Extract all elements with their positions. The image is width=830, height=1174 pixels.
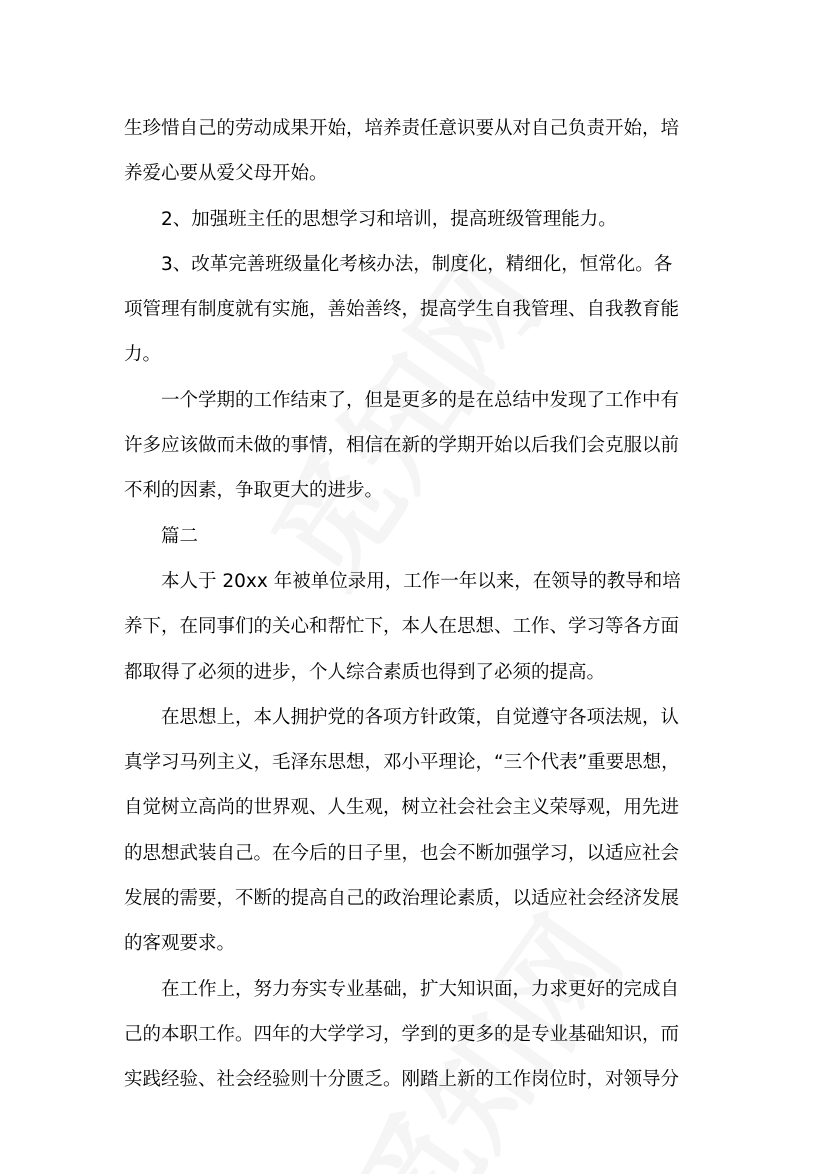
section-heading	[124, 514, 714, 559]
text-line: 2、加强班主任的思想学习和培训，提高班级管理能力。	[161, 208, 617, 230]
paragraph-continuation	[124, 106, 714, 197]
paragraph-item-3	[124, 242, 714, 378]
text-line: 自觉树立高尚的世界观、人生观，树立社会社会主义荣辱观，用先进	[124, 797, 680, 819]
text-line: 不利的因素，争取更大的进步。	[124, 480, 384, 502]
text-line: 的思想武装自己。在今后的日子里，也会不断加强学习，以适应社会	[124, 842, 680, 864]
paragraph-item-2	[124, 197, 714, 242]
text-line: 实践经验、社会经验则十分匮乏。刚踏上新的工作岗位时，对领导分	[124, 1069, 680, 1091]
text-line: 养下，在同事们的关心和帮忙下，本人在思想、工作、学习等各方面	[124, 616, 680, 638]
text-line: 项管理有制度就有实施，善始善终，提高学生自我管理、自我教育能	[124, 299, 680, 321]
document-body	[124, 106, 714, 1103]
text-line: 3、改革完善班级量化考核办法，制度化，精细化，恒常化。各	[161, 253, 673, 275]
text-line: 养爱心要从爱父母开始。	[124, 163, 328, 185]
text-line: 在工作上，努力夯实专业基础，扩大知识面，力求更好的完成自	[161, 978, 680, 1000]
text-line: 一个学期的工作结束了，但是更多的是在总结中发现了工作中有	[161, 389, 680, 411]
paragraph-intro	[124, 559, 714, 695]
text-line: 生珍惜自己的劳动成果开始，培养责任意识要从对自己负责开始，培	[124, 118, 680, 139]
paragraph-summary	[124, 378, 714, 514]
text-line: 本人于 20xx 年被单位录用，工作一年以来，在领导的教导和培	[161, 570, 681, 592]
text-line: 的客观要求。	[124, 933, 236, 955]
text-line: 真学习马列主义，毛泽东思想，邓小平理论，“三个代表”重要思想，	[124, 752, 680, 774]
text-line: 许多应该做而未做的事情，相信在新的学期开始以后我们会克服以前	[124, 435, 680, 457]
paragraph-work	[124, 967, 714, 1103]
text-line: 发展的需要，不断的提高自己的政治理论素质，以适应社会经济发展	[124, 888, 680, 910]
section-title: 篇二	[161, 525, 199, 547]
text-line: 力。	[124, 344, 162, 366]
text-line: 在思想上，本人拥护党的各项方针政策，自觉遵守各项法规，认	[161, 706, 680, 728]
text-line: 己的本职工作。四年的大学学习，学到的更多的是专业基础知识，而	[124, 1023, 680, 1045]
paragraph-thought	[124, 695, 714, 967]
text-line: 都取得了必须的进步，个人综合素质也得到了必须的提高。	[124, 661, 606, 683]
